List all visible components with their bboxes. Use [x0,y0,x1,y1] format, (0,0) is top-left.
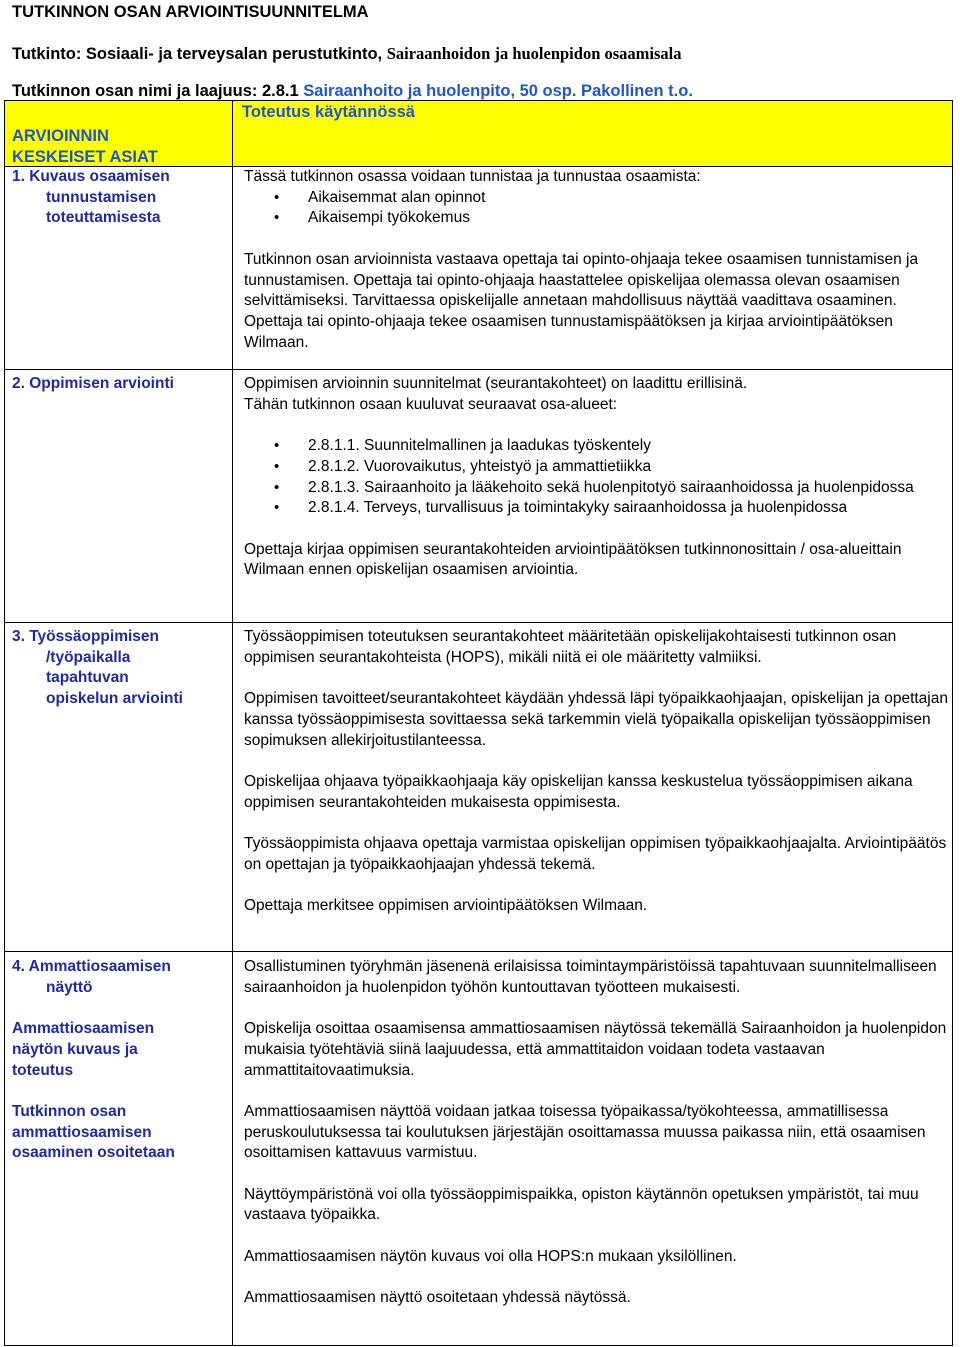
row-4-paragraph: Ammattiosaamisen näyttö osoitetaan yhdessä näytössä. [244,1289,631,1307]
degree-program: Sairaanhoidon ja huolenpidon osaamisala [386,44,682,63]
row-4-label-line: osaaminen osoitetaan [12,1144,175,1162]
row-3-label-line: 3. Työssäoppimisen [12,628,160,645]
table-right-border [952,100,953,1346]
row-4-paragraph: Ammattiosaamisen näyttöä voidaan jatkaa toisessa työpaikassa/työkohteessa, ammatillisessa peruskoulutuksessa tai koulutuksen järjestäjän osoittamassa muussa paikassa niin, että osaamisen osoittamisen kattavuus varmistuu. [244,1102,926,1162]
row-3-label [12,627,202,710]
row-1-label-line: tunnustamisen [46,188,157,206]
left-heading-line-1: ARVIOINNIN [12,127,109,145]
row-3-paragraph: Opettaja merkitsee oppimisen arviointipäätöksen Wilmaan. [244,897,648,915]
row-2-intro-1: Oppimisen arvioinnin suunnitelmat (seurantakohteet) on laadittu erillisinä. [244,375,748,392]
row-1-intro: Tässä tutkinnon osassa voidaan tunnistaa ja tunnustaa osaamista: [244,168,701,185]
row-3-content [244,627,949,917]
row-1-label-line: toteuttamisesta [46,209,161,227]
list-item: • Aikaisempi työkokemus [244,208,949,229]
row-separator [4,622,953,623]
row-2-closing: Opettaja kirjaa oppimisen seurantakohteiden arviointipäätöksen tutkinnonosittain / osa-alueittain Wilmaan ennen opiskelijan osaamisen arviointia. [244,540,902,579]
row-1-content [244,167,949,353]
row-2-label [12,374,202,395]
row-2-content [244,374,949,581]
row-4-label-line: näytön kuvaus ja [12,1040,138,1058]
module-label: Tutkinnon osan nimi ja laajuus: 2.8.1 [12,82,299,100]
row-4-label-line: ammattiosaamisen [12,1123,152,1141]
module-name: Sairaanhoito ja huolenpito, 50 osp. Pakollinen t.o. [303,82,693,100]
row-1-label [12,167,202,229]
row-4-label [12,957,202,1164]
table-top-border [4,100,953,101]
degree-line [12,44,682,64]
row-1-label-line: 1. Kuvaus osaamisen [12,168,170,185]
row-4-label-line: Tutkinnon osan [12,1102,127,1120]
row-4-label-line: toteutus [12,1061,74,1079]
row-3-label-line: opiskelun arviointi [46,690,183,708]
row-2-bullet-list [244,436,949,519]
row-3-paragraph: Oppimisen tavoitteet/seurantakohteet käydään yhdessä läpi työpaikkaohjaajan, opiskelijan ja opettajan kanssa työssäoppimisesta sovittaessa sekä tarkemmin vielä työpaikalla opiskelijan työssäoppimisen sopimuksen allekirjoitustilanteessa. [244,690,948,749]
list-item: • 2.8.1.2. Vuorovaikutus, yhteistyö ja ammattietiikka [244,457,949,478]
degree-label: Tutkinto: Sosiaali- ja terveysalan perustutkinto, [12,45,383,63]
right-column-heading: Toteutus käytännössä [242,103,415,121]
row-3-label-line: /työpaikalla [46,648,131,666]
row-4-label-line: 4. Ammattiosaamisen [12,958,171,975]
table-bottom-border [4,1345,953,1346]
row-4-label-line: näyttö [46,978,93,996]
row-2-intro-2: Tähän tutkinnon osaan kuuluvat seuraavat osa-alueet: [244,395,618,413]
row-3-paragraph: Opiskelijaa ohjaava työpaikkaohjaaja käy opiskelijan kanssa keskustelua työssäoppimisen aikana oppimisen seurantakohteiden mukaisesta oppimisesta. [244,772,913,811]
row-4-paragraph: Näyttöympäristönä voi olla työssäoppimispaikka, opiston käytännön opetuksen ympäristöt, tai muu vastaava työpaikka. [244,1185,919,1224]
list-item: • 2.8.1.1. Suunnitelmallinen ja laadukas työskentely [244,436,949,457]
row-2-label-line: 2. Oppimisen arviointi [12,375,174,392]
row-separator [4,951,953,952]
list-item: • 2.8.1.4. Terveys, turvallisuus ja toimintakyky sairaanhoidossa ja huolenpidossa [244,498,949,519]
module-line [12,82,693,101]
table-column-divider [232,100,233,1346]
left-column-heading [12,126,158,168]
row-3-paragraph: Työssäoppimista ohjaava opettaja varmistaa opiskelijan oppimisen työpaikkaohjaajalta. Arviointipäätös on opettajan ja työpaikkaohjaajan yhdessä tekemä. [244,834,947,873]
table-left-border [4,100,5,1346]
row-4-label-line: Ammattiosaamisen [12,1020,155,1038]
list-item: • 2.8.1.3. Sairaanhoito ja lääkehoito sekä huolenpitotyö sairaanhoidossa ja huolenpidossa [244,478,949,499]
row-1-paragraph: Tutkinnon osan arvioinnista vastaava opettaja tai opinto-ohjaaja tekee osaamisen tunnistamisen ja tunnustamisen. Opettaja tai opinto-ohjaaja haastattelee opiskelijaa olemassa olevan osaamisen selvittämiseksi. Tarvittaessa opiskelijalle annetaan mahdollisuus näyttää vaadittava osaaminen. Opettaja tai opinto-ohjaaja tekee osaamisen tunnustamispäätöksen ja kirjaa arviointipäätöksen Wilmaan. [244,250,919,351]
row-3-paragraph: Työssäoppimisen toteutuksen seurantakohteet määritetään opiskelijakohtaisesti tutkinnon osan oppimisen seurantakohteista (HOPS), mikäli niitä ei ole määritetty valmiiksi. [244,628,897,666]
left-heading-line-2: KESKEISET ASIAT [12,148,158,166]
row-4-content [244,957,949,1309]
row-4-paragraph: Ammattiosaamisen näytön kuvaus voi olla HOPS:n mukaan yksilöllinen. [244,1247,737,1265]
list-item: • Aikaisemmat alan opinnot [244,188,949,209]
row-4-paragraph: Opiskelija osoittaa osaamisensa ammattiosaamisen näytössä tekemällä Sairaanhoidon ja huolenpidon mukaisia työtehtäviä siinä laajuudessa, että ammattitaidon voidaan todeta vastaavan ammattitaitovaatimuksia. [244,1020,947,1079]
row-3-label-line: tapahtuvan [46,669,129,687]
row-1-bullet-list [244,188,949,229]
document-title: TUTKINNON OSAN ARVIOINTISUUNNITELMA [12,3,369,21]
row-4-paragraph: Osallistuminen työryhmän jäsenenä erilaisissa toimintaympäristöissä tapahtuvaan suunnitelmalliseen sairaanhoidon ja huolenpidon työhön kuntouttavan työotteen mukaisesti. [244,958,937,996]
row-separator [4,369,953,370]
